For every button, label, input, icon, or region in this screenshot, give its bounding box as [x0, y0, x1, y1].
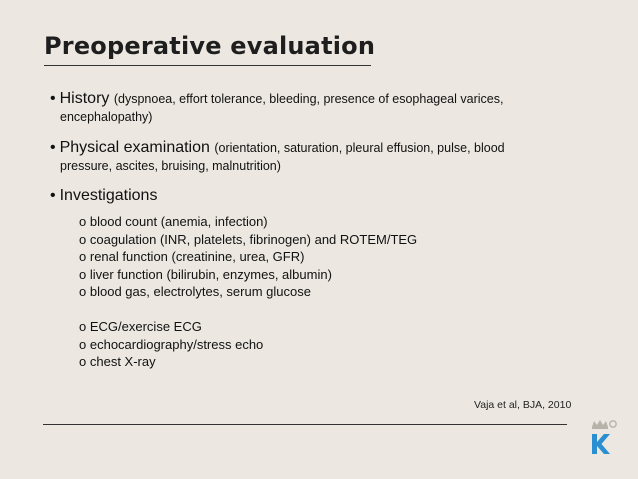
- list-item: [79, 283, 417, 301]
- list-item-text: echocardiography/stress echo: [89, 336, 264, 352]
- list-item: [79, 213, 417, 231]
- list-item-text: blood gas, electrolytes, serum glucose: [89, 284, 311, 300]
- footer-divider: [43, 424, 567, 425]
- bullet-detail: (orientation, saturation, pleural effusion, pulse, blood: [214, 141, 505, 155]
- bullet-detail: (dyspnoea, effort tolerance, bleeding, presence of esophageal varices,: [113, 92, 504, 106]
- bullet-dot: •: [50, 139, 56, 156]
- emblem-icon: [610, 421, 616, 427]
- bullet-continuation: pressure, ascites, bruising, malnutrition): [60, 159, 281, 173]
- sub-marker: o: [79, 266, 87, 282]
- list-item: [79, 248, 417, 266]
- crown-icon: [592, 420, 608, 429]
- bullet-dot: •: [50, 90, 56, 107]
- bullet-history: [50, 90, 590, 124]
- sub-marker: o: [79, 231, 87, 247]
- sub-marker: o: [79, 318, 87, 334]
- bullet-main: History: [59, 90, 110, 107]
- sub-marker: o: [79, 214, 87, 229]
- sub-marker: o: [79, 249, 87, 265]
- list-item-text: coagulation (INR, platelets, fibrinogen) and ROTEM/TEG: [89, 231, 418, 247]
- title-underline: [44, 65, 371, 66]
- bullet-dot: •: [50, 187, 56, 204]
- list-item: [79, 336, 417, 354]
- list-item: [79, 318, 417, 336]
- sub-marker: o: [79, 284, 87, 300]
- list-item: [79, 353, 417, 371]
- bullet-continuation: encephalopathy): [60, 110, 153, 124]
- bullet-physical-examination: [50, 139, 590, 173]
- citation: Vaja et al, BJA, 2010: [474, 399, 572, 411]
- list-item-text: renal function (creatinine, urea, GFR): [89, 249, 305, 265]
- list-item-text: liver function (bilirubin, enzymes, albumin): [89, 266, 332, 282]
- bullet-main: Investigations: [59, 187, 158, 204]
- list-item-text: blood count (anemia, infection): [89, 214, 268, 229]
- list-spacer: [79, 301, 417, 318]
- list-item-text: ECG/exercise ECG: [89, 318, 202, 334]
- sub-marker: o: [79, 354, 87, 370]
- sub-marker: o: [79, 336, 87, 352]
- bullet-investigations: [50, 187, 590, 205]
- list-item: [79, 231, 417, 249]
- list-item: [79, 266, 417, 284]
- investigations-list: [79, 213, 417, 371]
- institution-logo: [588, 417, 618, 457]
- list-item-text: chest X-ray: [89, 354, 156, 370]
- slide-title: Preoperative evaluation: [44, 32, 376, 60]
- k-letter-icon: [592, 434, 610, 454]
- bullet-main: Physical examination: [59, 139, 210, 156]
